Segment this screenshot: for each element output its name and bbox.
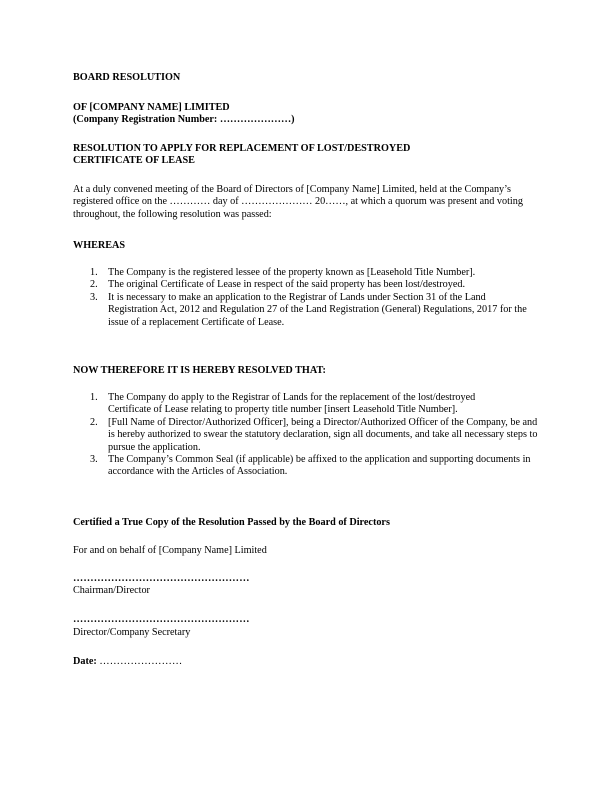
whereas-item (73, 279, 535, 291)
resolved-item-text: The Company’s Common Seal (if applicable) be affixed to the application and supporting documents in accordance with the Articles of Association. (108, 454, 531, 478)
certified-heading: Certified a True Copy of the Resolution Passed by the Board of Directors (73, 517, 390, 528)
resolved-list (73, 392, 543, 479)
director-secretary-label: Director/Company Secretary (73, 627, 191, 638)
date-dots: …………………… (99, 656, 183, 667)
whereas-item-text: The Company is the registered lessee of the property known as [Leasehold Title Number]. (108, 267, 476, 278)
resolved-item (73, 417, 543, 454)
intro-paragraph: At a duly convened meeting of the Board of Directors of [Company Name] Limited, held at the Company’s registered office on the ………… day of ………………… 20……, at which a quorum was present and voting throughout, the following resolution was passed: (73, 184, 523, 220)
registration-number-line: (Company Registration Number: …………………) (73, 114, 295, 125)
date-label: Date: (73, 656, 97, 667)
resolution-subject-line-2: CERTIFICATE OF LEASE (73, 155, 195, 166)
resolved-item (73, 454, 543, 479)
resolution-subject-line-1: RESOLUTION TO APPLY FOR REPLACEMENT OF LOST/DESTROYED (73, 143, 411, 154)
whereas-item-text: The original Certificate of Lease in respect of the said property has been lost/destroyed. (108, 279, 466, 291)
whereas-item (73, 292, 535, 329)
whereas-item-number: 3. (90, 291, 98, 303)
signature-line-1: …………………………………………… (73, 573, 250, 584)
resolved-item (73, 392, 543, 417)
date-line (73, 656, 543, 668)
company-name-line: OF [COMPANY NAME] LIMITED (73, 102, 230, 113)
resolved-item-text: The Company do apply to the Registrar of Lands for the replacement of the lost/destroyed Certificate of Lease relating to property title number [insert Leasehold Title Number]. (108, 392, 476, 416)
on-behalf-line: For and on behalf of [Company Name] Limited (73, 545, 267, 556)
whereas-item-text: It is necessary to make an application to the Registrar of Lands under Section 31 of the Land Registration Act, 2012 and Regulation 27 of the Land Registration (General) Regulations, 2017 for the issue of a replacement Certificate of Lease. (108, 291, 527, 328)
whereas-list (73, 267, 535, 329)
whereas-item (73, 267, 535, 279)
signature-line-2: …………………………………………… (73, 614, 250, 625)
resolved-item-text: [Full Name of Director/Authorized Officer], being a Director/Authorized Officer of the Company, be and is hereby authorized to swear the statutory declaration, sign all documents, and take all necessary steps to pursue the application. (108, 416, 538, 453)
document-title: BOARD RESOLUTION (73, 72, 181, 83)
resolved-item-number: 1. (90, 392, 98, 403)
resolved-heading: NOW THEREFORE IT IS HEREBY RESOLVED THAT: (73, 365, 326, 376)
whereas-item-number: 2. (90, 279, 98, 291)
whereas-item-number: 1. (90, 267, 98, 278)
resolved-item-number: 2. (90, 416, 98, 428)
resolved-item-number: 3. (90, 454, 98, 466)
chairman-director-label: Chairman/Director (73, 585, 150, 596)
whereas-heading: WHEREAS (73, 240, 126, 251)
